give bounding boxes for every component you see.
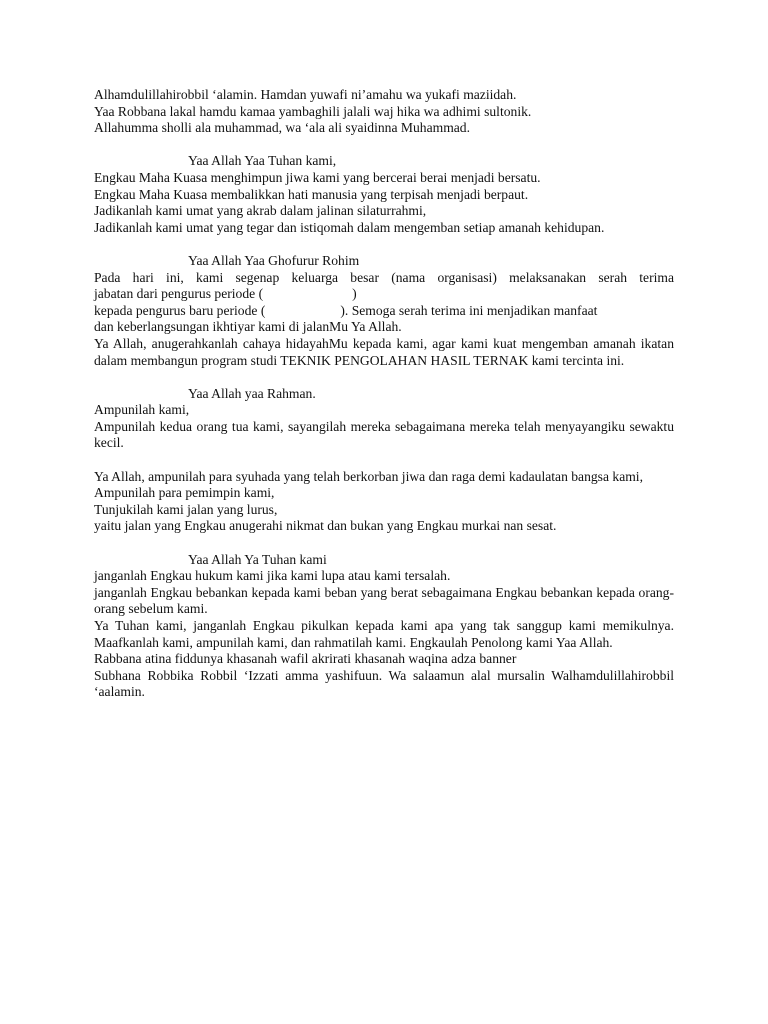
section-3-line-5: Tunjukilah kami jalan yang lurus, [94, 501, 278, 517]
section-3-paragraph-2: Ampunilah kedua orang tua kami, sayangilah mereka sebagaimana mereka telah menyayangiku sewaktu kecil. [94, 418, 674, 451]
section-1-line-3: Jadikanlah kami umat yang akrab dalam jalinan silaturrahmi, [94, 203, 427, 219]
section-2-paragraph-1-line-3 [94, 303, 674, 320]
opening-line-3: Allahumma sholli ala muhammad, wa ‘ala ali syaidinna Muhammad. [94, 120, 470, 136]
opening-line-1: Alhamdulillahirobbil ‘alamin. Hamdan yuwafi ni’amahu wa yukafi maziidah. [94, 87, 517, 102]
section-2-paragraph-2: Ya Allah, anugerahkanlah cahaya hidayahMu kepada kami, agar kami kuat mengemban amanah ikatan dalam membangun program studi TEKNIK PENGOLAHAN HASIL TERNAK kami tercinta ini. [94, 335, 674, 368]
section-3-line-6: yaitu jalan yang Engkau anugerahi nikmat dan bukan yang Engkau murkai nan sesat. [94, 518, 557, 534]
section-1-line-4: Jadikanlah kami umat yang tegar dan istiqomah dalam mengemban setiap amanah kehidupan. [94, 219, 605, 235]
section-3-heading: Yaa Allah yaa Rahman. [188, 385, 316, 401]
section-1-line-2: Engkau Maha Kuasa membalikkan hati manusia yang terpisah menjadi berpaut. [94, 186, 529, 202]
section-4-paragraph-3: Ya Tuhan kami, janganlah Engkau pikulkan kepada kami apa yang tak sanggup kami memikulnya. Maafkanlah kami, ampunilah kami, dan rahmatilah kami. Engkaulah Penolong kami Yaa Allah. [94, 618, 674, 650]
section-4-paragraph-5: Subhana Robbika Robbil ‘Izzati amma yashifuun. Wa salaamun alal mursalin Walhamdulillahirobbil ‘aalamin. [94, 667, 674, 700]
section-2-heading: Yaa Allah Yaa Ghofurur Rohim [188, 252, 360, 268]
period-from-close: ) [352, 286, 357, 302]
section-3-line-4: Ampunilah para pemimpin kami, [94, 485, 275, 501]
section-1-heading: Yaa Allah Yaa Tuhan kami, [188, 153, 337, 169]
section-4-line-4: Rabbana atina fiddunya khasanah wafil akrirati khasanah waqina adza banner [94, 651, 517, 667]
section-2-paragraph-1-line-4: dan keberlangsungan ikhtiyar kami di jalanMu Ya Allah. [94, 319, 402, 335]
opening-line-2: Yaa Robbana lakal hamdu kamaa yambaghili jalali waj hika wa adhimi sultonik. [94, 103, 532, 119]
section-3-line-1: Ampunilah kami, [94, 402, 190, 418]
section-4-paragraph-2: janganlah Engkau bebankan kepada kami beban yang berat sebagaimana Engkau bebankan kepada orang-orang sebelum kami. [94, 584, 674, 617]
document-page [94, 87, 674, 701]
section-3-paragraph-3: Ya Allah, ampunilah para syuhada yang telah berkorban jiwa dan raga demi kadaulatan bangsa kami, [94, 468, 643, 484]
period-from-label: jabatan dari pengurus periode ( [94, 286, 264, 302]
section-4-heading: Yaa Allah Ya Tuhan kami [188, 551, 327, 567]
period-to-rest: ). Semoga serah terima ini menjadikan manfaat [340, 302, 598, 318]
period-to-label: kepada pengurus baru periode ( [94, 302, 266, 318]
section-2-paragraph-1-line-2 [94, 286, 674, 303]
section-4-line-1: janganlah Engkau hukum kami jika kami lupa atau kami tersalah. [94, 568, 451, 584]
section-1-line-1: Engkau Maha Kuasa menghimpun jiwa kami yang bercerai berai menjadi bersatu. [94, 169, 541, 185]
section-2-paragraph-1-line-1: Pada hari ini, kami segenap keluarga besar (nama organisasi) melaksanakan serah terima [94, 269, 674, 285]
